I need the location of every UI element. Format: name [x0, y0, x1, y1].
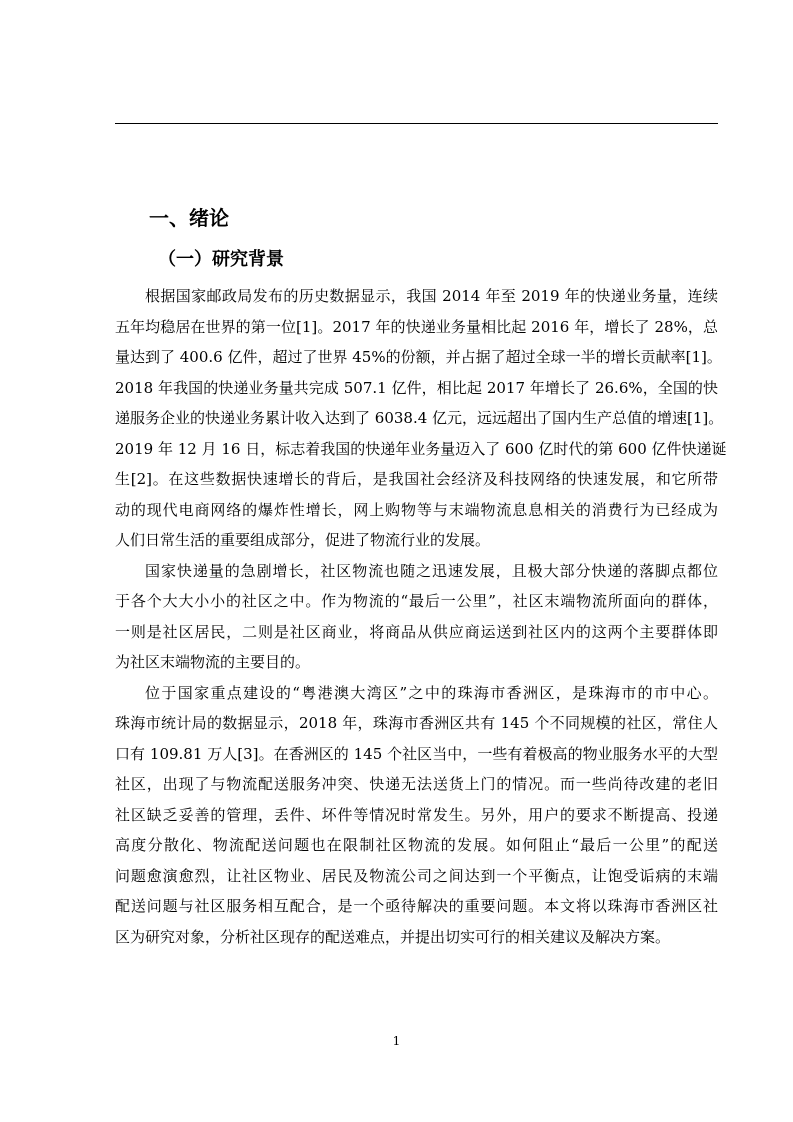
text-line: 生[2]。在这些数据快速增长的背后，是我国社会经济及科技网络的快速发展，和它所带: [115, 470, 718, 488]
text-line: 区为研究对象，分析社区现存的配送难点，并提出切实可行的相关建议及解决方案。: [115, 927, 671, 946]
section-heading: （一）研究背景: [158, 249, 284, 270]
text-line: 珠海市统计局的数据显示，2018 年，珠海市香洲区共有 145 个不同规模的社区，常住人: [115, 714, 718, 732]
text-line: 2018 年我国的快递业务量共完成 507.1 亿件，相比起 2017 年增长了 26.6%，全国的快: [115, 378, 718, 397]
text-line: 配送问题与社区服务相互配合，是一个亟待解决的重要问题。本文将以珠海市香洲区社: [115, 897, 718, 915]
chapter-heading: 一、绪论: [149, 206, 229, 230]
text-line: 问题愈演愈烈，让社区物业、居民及物流公司之间达到一个平衡点，让饱受诟病的末端: [115, 866, 718, 885]
text-line: 五年均稳居在世界的第一位[1]。2017 年的快递业务量相比起 2016 年，增长了 28%，总: [115, 317, 718, 336]
text-line: 量达到了 400.6 亿件，超过了世界 45%的份额，并占据了超过全球一半的增长贡献率[1]。: [115, 348, 722, 366]
text-line: 2019 年 12 月 16 日，标志着我国的快递年业务量迈入了 600 亿时代的第 600 亿件快递诞: [115, 439, 727, 458]
page-number: 1: [392, 1034, 401, 1048]
header-rule: [115, 123, 718, 124]
text-line: 根据国家邮政局发布的历史数据显示，我国 2014 年至 2019 年的快递业务量，连续: [145, 287, 718, 305]
text-line: 动的现代电商网络的爆炸性增长，网上购物等与末端物流息息相关的消费行为已经成为: [115, 500, 718, 519]
text-line: 国家快递量的急剧增长，社区物流也随之迅速发展，且极大部分快递的落脚点都位: [145, 561, 718, 580]
text-line: 于各个大大小小的社区之中。作为物流的“最后一公里”，社区末端物流所面向的群体，: [115, 592, 718, 610]
text-line: 为社区末端物流的主要目的。: [115, 653, 311, 671]
text-line: 社区缺乏妥善的管理，丢件、坏件等情况时常发生。另外，用户的要求不断提高、投递: [115, 805, 718, 824]
text-line: 高度分散化、物流配送问题也在限制社区物流的发展。如何阻止“最后一公里”的配送: [115, 836, 718, 854]
text-line: 社区，出现了与物流配送服务冲突、快递无法送货上门的情况。而一些尚待改建的老旧: [115, 775, 718, 793]
body-text: [115, 285, 727, 956]
text-line: 递服务企业的快递业务累计收入达到了 6038.4 亿元，远远超出了国内生产总值的增速[1]。: [115, 409, 724, 427]
text-line: 人们日常生活的重要组成部分，促进了物流行业的发展。: [115, 531, 491, 549]
text-line: 口有 109.81 万人[3]。在香洲区的 145 个社区当中，一些有着极高的物业服务水平的大型: [115, 744, 718, 763]
text-line: 位于国家重点建设的“粤港澳大湾区”之中的珠海市香洲区，是珠海市的市中心。: [145, 683, 718, 702]
text-line: 一则是社区居民，二则是社区商业，将商品从供应商运送到社区内的这两个主要群体即: [115, 622, 718, 641]
